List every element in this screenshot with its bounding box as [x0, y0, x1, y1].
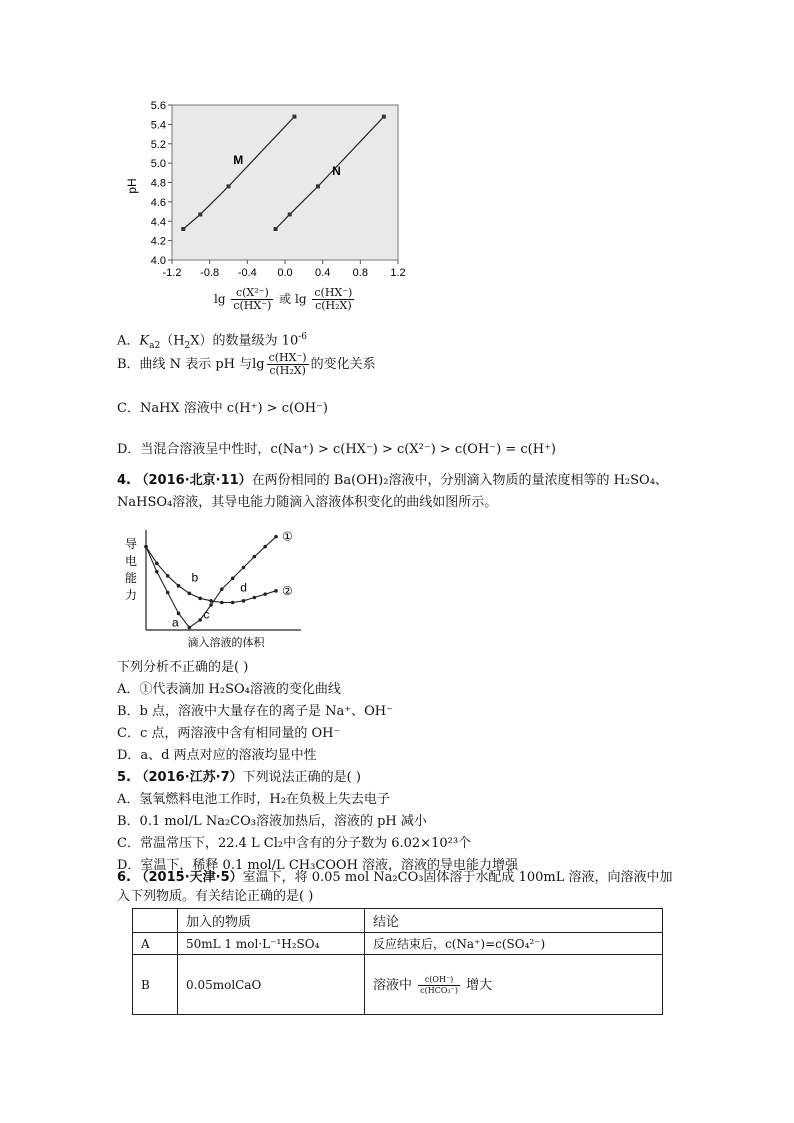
table-cell-conclusion: [365, 955, 663, 1015]
q3-b-lg: lg: [252, 357, 265, 372]
series-point: [198, 597, 202, 601]
series-point: [288, 212, 292, 216]
q3-option-b: [117, 352, 376, 377]
conclusion-frac-num: c(OH⁻): [418, 975, 460, 986]
y-tick-label: 4.2: [150, 235, 166, 248]
q4-stem-1: [117, 472, 668, 490]
q3-a-sub: a2: [149, 340, 161, 351]
series-point: [155, 570, 159, 574]
q6-head: 6. （2015·天津·5）: [117, 870, 243, 885]
series-point: [274, 535, 278, 539]
series-point: [274, 227, 278, 231]
y-tick-label: 4.0: [150, 255, 166, 267]
series-point: [188, 626, 192, 630]
series-label: M: [233, 153, 244, 168]
series-point: [188, 592, 192, 596]
xlabel-frac-1-num: c(X²⁻): [231, 287, 273, 300]
series-point: [382, 115, 386, 119]
y-axis-label-char: 能: [124, 571, 138, 585]
y-tick-label: 4.6: [150, 196, 166, 209]
table-cell-substance: 0.05molCaO: [178, 955, 365, 1015]
q3-b-num: c(HX⁻): [268, 351, 307, 364]
series-label: ①: [282, 529, 293, 544]
series-point: [166, 591, 170, 595]
q5-body: 下列说法正确的是( ): [242, 770, 361, 785]
ph-chart-ylabel: pH: [125, 178, 139, 194]
q4-option-c: C．c 点，两溶液中含有相同量的 OH⁻: [117, 726, 341, 741]
x-tick-label: 0.0: [277, 267, 293, 279]
series-point: [209, 603, 213, 607]
x-tick-label: 0.8: [352, 267, 368, 279]
table-header-row: [133, 909, 663, 933]
q3-option-d: D．当混合溶液呈中性时，c(Na⁺) > c(HX⁻) > c(X²⁻) > c(OH⁻) = c(H⁺): [117, 442, 556, 457]
y-axis-label-char: 电: [124, 554, 138, 568]
y-tick-label: 5.6: [150, 100, 166, 112]
series-point: [198, 618, 202, 622]
x-tick-label: 1.2: [390, 267, 406, 279]
series-point: [166, 574, 170, 578]
xlabel-frac-1-den: c(HX⁻): [233, 299, 272, 312]
x-tick-label: 0.4: [315, 267, 331, 279]
ph-chart-frame: [172, 105, 398, 260]
series-point: [274, 589, 278, 593]
q3-a-k: K: [139, 333, 150, 349]
table-cell-substance: 50mL 1 mol·L⁻¹H₂SO₄: [178, 933, 365, 955]
conclusion-pre: 溶液中: [373, 977, 413, 993]
series-point: [209, 599, 213, 603]
q4-stem-2: NaHSO₄溶液，其导电能力随滴入溶液体积变化的曲线如图所示。: [117, 495, 498, 510]
x-axis-label: 滴入溶液的体积: [187, 637, 265, 649]
y-tick-label: 5.2: [150, 138, 166, 151]
q3-b-t1: B．曲线 N 表示 pH 与: [117, 357, 253, 372]
series-point: [253, 555, 257, 559]
xlabel-frac-1: [231, 287, 273, 312]
ph-chart-xlabel: [214, 287, 356, 312]
series-point: [263, 592, 267, 596]
series-point: [231, 577, 235, 581]
series-point: [220, 601, 224, 605]
q4-option-b: B．b 点，溶液中大量存在的离子是 Na⁺、OH⁻: [117, 704, 393, 719]
xlabel-frac-2: [312, 287, 354, 312]
series-point: [253, 596, 257, 600]
xlabel-frac-2-den: c(H₂X): [315, 299, 352, 312]
series-point: [177, 584, 181, 588]
conclusion-frac: [418, 975, 460, 996]
x-tick-label: -0.4: [237, 267, 257, 279]
x-tick-label: -0.8: [200, 267, 220, 279]
y-axis-label-char: 力: [124, 588, 138, 602]
q4-option-d: D．a、d 两点对应的溶液均显中性: [117, 748, 317, 763]
series-point: [227, 184, 231, 188]
q3-a-prefix: A．: [117, 333, 140, 349]
q4-question: 下列分析不正确的是( ): [117, 660, 249, 675]
series-point: [242, 566, 246, 570]
q6-stem-1: [117, 869, 672, 887]
table-header-cell: [133, 909, 178, 933]
series-point: [242, 599, 246, 603]
table-row: [133, 933, 663, 955]
y-tick-label: 5.4: [150, 119, 166, 132]
q3-a-t3: 2: [184, 340, 191, 351]
series-point: [316, 184, 320, 188]
annotation-b: b: [191, 570, 199, 585]
series-point: [292, 115, 296, 119]
table-header-cell: 加入的物质: [178, 909, 365, 933]
q6-body1: 室温下，将 0.05 mol Na₂CO₃固体溶于水配成 100mL 溶液，向溶液中加: [242, 870, 673, 885]
xlabel-prefix-2: lg: [295, 292, 307, 306]
q5-option-a: A．氢氧燃料电池工作时，H₂在负极上失去电子: [117, 792, 390, 807]
q5-option-d: D．室温下，稀释 0.1 mol/L CH₃COOH 溶液，溶液的导电能力增强: [117, 858, 519, 873]
series-point: [263, 545, 267, 549]
y-tick-label: 4.4: [150, 216, 166, 229]
q3-b-t2: 的变化关系: [310, 357, 376, 372]
q3-a-sup: -6: [298, 332, 307, 342]
q5-option-c: C．常温常压下，22.4 L Cl₂中含有的分子数为 6.02×10²³个: [117, 836, 472, 851]
table-cell-label: B: [133, 955, 178, 1015]
annotation-d: d: [240, 580, 247, 595]
series-label: ②: [282, 583, 293, 598]
q4-option-a: A．①代表滴加 H₂SO₄溶液的变化曲线: [117, 682, 341, 697]
q5-stem: [117, 769, 361, 787]
xlabel-frac-2-num: c(HX⁻): [314, 286, 353, 299]
table-cell-conclusion: 反应结束后，c(Na⁺)=c(SO₄²⁻): [365, 933, 663, 955]
series-point: [231, 601, 235, 605]
conclusion-post: 增大: [466, 977, 493, 993]
y-tick-label: 5.0: [150, 158, 166, 171]
conductivity-chart: [118, 520, 303, 650]
series-point: [220, 587, 224, 591]
y-axis-label-char: 导: [124, 537, 138, 551]
q4-head: 4. （2016·北京·11）: [117, 473, 252, 488]
x-tick-label: -1.2: [162, 267, 182, 279]
q6-stem-2: 入下列物质。有关结论正确的是( ): [117, 889, 314, 904]
series-point: [177, 612, 181, 616]
q3-b-den: c(H₂X): [269, 364, 306, 377]
table-cell-label: A: [133, 933, 178, 955]
series-point: [181, 227, 185, 231]
series-point: [198, 212, 202, 216]
annotation-a: a: [172, 615, 179, 630]
xlabel-prefix: lg: [214, 292, 226, 306]
series-line-1: [146, 537, 276, 628]
series-point: [155, 562, 159, 566]
q5-head: 5. （2016·江苏·7）: [117, 770, 243, 785]
q3-b-frac: [267, 352, 309, 377]
q4-body1: 在两份相同的 Ba(OH)₂溶液中，分别滴入物质的量浓度相等的 H₂SO₄、: [251, 473, 668, 488]
series-label: N: [332, 163, 341, 178]
series-point: [144, 545, 148, 549]
q5-option-b: B．0.1 mol/L Na₂CO₃溶液加热后，溶液的 pH 减小: [117, 814, 427, 829]
q6-table: [132, 908, 663, 1015]
y-tick-label: 4.8: [150, 177, 166, 190]
q3-a-t4: X）的数量级为 10: [190, 333, 299, 349]
xlabel-join: 或: [279, 292, 292, 306]
annotation-c: c: [203, 607, 210, 622]
conclusion-frac-den: c(HCO₃⁻): [420, 985, 458, 995]
q3-option-c: C．NaHX 溶液中 c(H⁺) > c(OH⁻): [117, 401, 328, 416]
table-row: [133, 955, 663, 1015]
table-header-cell: 结论: [365, 909, 663, 933]
ph-chart: [118, 96, 418, 318]
q3-a-t2: （H: [160, 333, 185, 349]
